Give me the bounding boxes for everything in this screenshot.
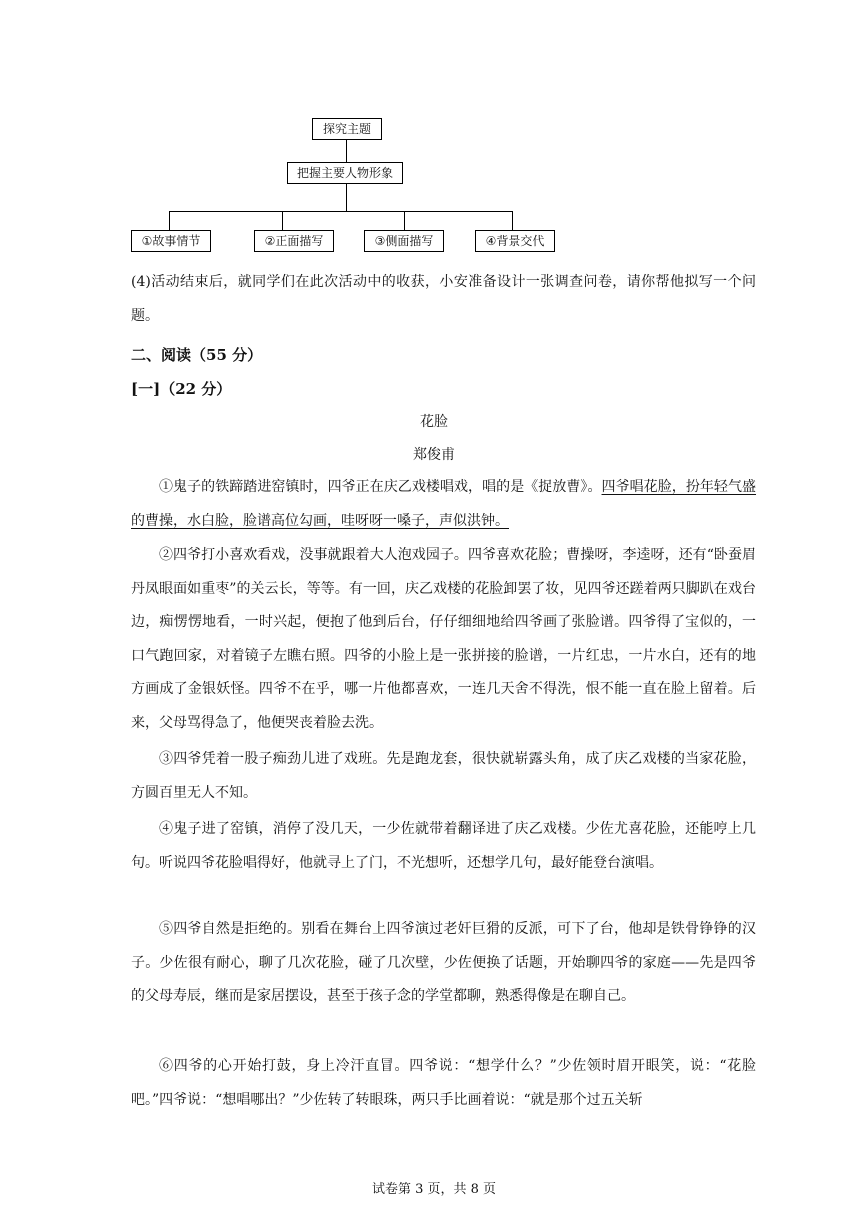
diagram-top-box: 探究主题 bbox=[312, 118, 382, 140]
connector-line bbox=[346, 184, 347, 211]
underlined-text: 四爷唱花脸，扮年轻气盛的曹操，水白脸，脸谱高位勾画，哇呀呀一嗓子，声似洪钟。 bbox=[131, 479, 757, 529]
diagram-branch-box: ③侧面描写 bbox=[364, 230, 444, 252]
article-title: 花脸 bbox=[420, 414, 448, 430]
diagram-middle-box: 把握主要人物形象 bbox=[287, 162, 403, 184]
subsection-title: [一]（22 分） bbox=[131, 380, 232, 398]
paragraph-2: ②四爷打小喜欢看戏，没事就跟着大人泡戏园子。四爷喜欢花脸；曹操呀，李逵呀，还有“卧蚕眉丹凤眼面如重枣”的关云长，等等。有一回，庆乙戏楼的花脸卸罢了妆，见四爷还蹉着两只脚趴在戏台边，痴愣愣地看，一时兴起，便抱了他到后台，仔仔细细地给四爷画了张脸谱。四爷得了宝似的，一口气跑回家，对着镜子左瞧右照。四爷的小脸上是一张拼接的脸谱，一片红忠，一片水白，还有的地方画成了金银妖怪。四爷不在乎，哪一片他都喜欢，一连几天舍不得洗，恨不能一直在脸上留着。后来，父母骂得急了，他便哭丧着脸去洗。 bbox=[131, 547, 756, 731]
paragraph-5: ⑤四爷自然是拒绝的。别看在舞台上四爷演过老奸巨猾的反派，可下了台，他却是铁骨铮铮的汉子。少佐很有耐心，聊了几次花脸，碰了几次壁，少佐便换了话题，开始聊四爷的家庭——先是四爷的父母寿辰，继而是家居摆设，甚至于孩子念的学堂都聊，熟悉得像是在聊自己。 bbox=[131, 921, 756, 1004]
question-4: (4)活动结束后，就同学们在此次活动中的收获，小安准备设计一张调查问卷，请你帮他拟写一个问题。 bbox=[131, 274, 756, 324]
article-author: 郑俊甫 bbox=[413, 447, 455, 463]
section-title: 二、阅读（55 分） bbox=[131, 346, 263, 364]
connector-line bbox=[512, 211, 513, 230]
connector-line bbox=[282, 211, 283, 230]
page-footer: 试卷第 3 页，共 8 页 bbox=[371, 1182, 497, 1197]
diagram-branch-box: ②正面描写 bbox=[254, 230, 334, 252]
paragraph-3: ③四爷凭着一股子痴劲儿进了戏班。先是跑龙套，很快就崭露头角，成了庆乙戏楼的当家花脸，方圆百里无人不知。 bbox=[131, 751, 756, 801]
paragraph-6: ⑥四爷的心开始打鼓，身上冷汗直冒。四爷说：“想学什么？”少佐领时眉开眼笑，说：“花脸吧。”四爷说：“想唱哪出？”少佐转了转眼珠，两只手比画着说：“就是那个过五关斩 bbox=[131, 1058, 756, 1108]
paragraph-4: ④鬼子进了窑镇，消停了没几天，一少佐就带着翻译进了庆乙戏楼。少佐尤喜花脸，还能哼上几句。听说四爷花脸唱得好，他就寻上了门，不光想听，还想学几句，最好能登台演唱。 bbox=[131, 821, 756, 871]
connector-line bbox=[346, 140, 347, 162]
paragraph-1 bbox=[131, 471, 756, 538]
connector-line bbox=[169, 211, 170, 230]
paragraph-1-text: ①鬼子的铁蹄踏进窑镇时，四爷正在庆乙戏楼唱戏，唱的是《捉放曹》。 bbox=[159, 479, 602, 495]
diagram-branch-box: ④背景交代 bbox=[475, 230, 555, 252]
connector-line bbox=[169, 211, 513, 212]
diagram-branch-box: ①故事情节 bbox=[131, 230, 211, 252]
connector-line bbox=[404, 211, 405, 230]
